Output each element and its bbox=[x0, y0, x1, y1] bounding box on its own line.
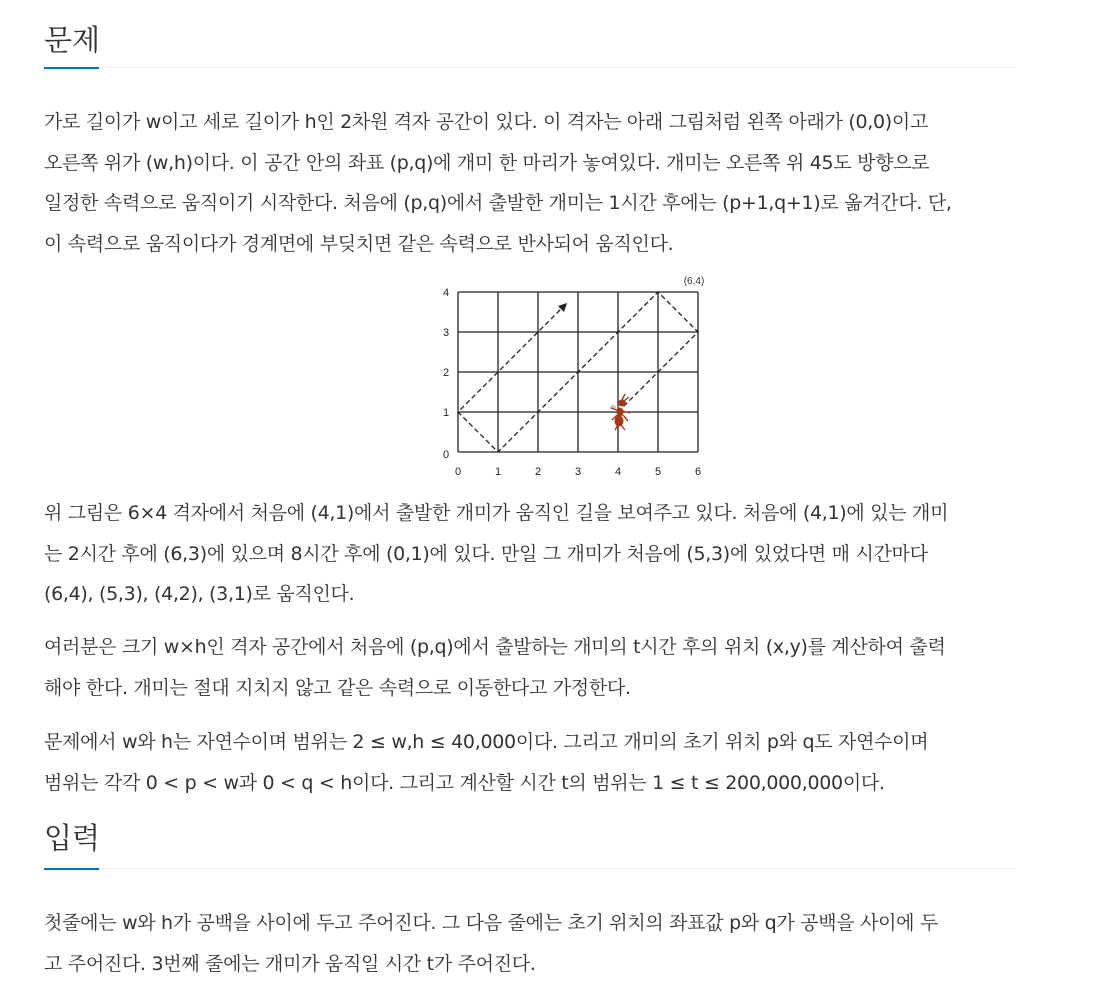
y-tick-label: 0 bbox=[442, 449, 450, 461]
text-line: 는 2시간 후에 (6,3)에 있으며 8시간 후에 (0,1)에 있다. 만일 그 개미가 처음에 (5,3)에 있었다면 매 시간마다 bbox=[44, 542, 928, 565]
input-section-header bbox=[44, 818, 1016, 858]
x-tick-label: 6 bbox=[694, 466, 702, 478]
grid-figure bbox=[394, 276, 705, 483]
text-line: 위 그림은 6×4 격자에서 처음에 (4,1)에서 출발한 개미가 움직인 길을 보여주고 있다. 처음에 (4,1)에 있는 개미 bbox=[44, 502, 949, 524]
input-title-underline bbox=[44, 868, 99, 870]
input-paragraph-1 bbox=[44, 903, 1019, 984]
text-line: 오른쪽 위가 (w,h)이다. 이 공간 안의 좌표 (p,q)에 개미 한 마리가 놓여있다. 개미는 오른쪽 위 45도 방향으로 bbox=[44, 151, 930, 174]
y-tick-label: 3 bbox=[442, 327, 450, 339]
problem-title: 문제 bbox=[44, 23, 101, 57]
x-tick-label: 5 bbox=[654, 466, 662, 478]
y-tick-label: 2 bbox=[442, 367, 450, 379]
input-title: 입력 bbox=[44, 821, 101, 855]
input-divider bbox=[44, 868, 1016, 869]
text-line: 범위는 각각 0 < p < w과 0 < q < h이다. 그리고 계산할 시간 t의 범위는 1 ≤ t ≤ 200,000,000이다. bbox=[44, 771, 885, 794]
text-line: 해야 한다. 개미는 절대 지치지 않고 같은 속력으로 이동한다고 가정한다. bbox=[44, 676, 631, 699]
problem-divider bbox=[44, 67, 1016, 68]
x-tick-label: 3 bbox=[574, 466, 582, 478]
text-line: 일정한 속력으로 움직이기 시작한다. 처음에 (p,q)에서 출발한 개미는 1시간 후에는 (p+1,q+1)로 옮겨간다. 단, bbox=[44, 192, 952, 214]
problem-paragraph-3 bbox=[44, 627, 1019, 708]
problem-section-header bbox=[44, 20, 1016, 60]
ant-path-diagram bbox=[394, 276, 705, 483]
x-tick-label: 0 bbox=[454, 466, 462, 478]
problem-paragraph-1 bbox=[44, 102, 1019, 264]
text-line: 이 속력으로 움직이다가 경계면에 부딪치면 같은 속력으로 반사되어 움직인다. bbox=[44, 232, 674, 255]
x-tick-label: 1 bbox=[494, 466, 502, 478]
text-line: 여러분은 크기 w×h인 격자 공간에서 처음에 (p,q)에서 출발하는 개미의 t시간 후의 위치 (x,y)를 계산하여 출력 bbox=[44, 636, 946, 658]
text-line: 고 주어진다. 3번째 줄에는 개미가 움직일 시간 t가 주어진다. bbox=[44, 952, 536, 975]
y-tick-label: 4 bbox=[442, 287, 450, 299]
problem-title-underline bbox=[44, 67, 99, 69]
problem-paragraph-4 bbox=[44, 722, 1019, 803]
text-line: 첫줄에는 w와 h가 공백을 사이에 두고 주어진다. 그 다음 줄에는 초기 위치의 좌표값 p와 q가 공백을 사이에 두 bbox=[44, 912, 939, 934]
x-tick-label: 2 bbox=[534, 466, 542, 478]
x-tick-label: 4 bbox=[614, 466, 622, 478]
text-line: 가로 길이가 w이고 세로 길이가 h인 2차원 격자 공간이 있다. 이 격자는 아래 그림처럼 왼쪽 아래가 (0,0)이고 bbox=[44, 111, 928, 133]
text-line: 문제에서 w와 h는 자연수이며 범위는 2 ≤ w,h ≤ 40,000이다. 그리고 개미의 초기 위치 p와 q도 자연수이며 bbox=[44, 731, 929, 753]
text-line: (6,4), (5,3), (4,2), (3,1)로 움직인다. bbox=[44, 583, 355, 605]
corner-coordinate-label: (6,4) bbox=[683, 276, 705, 287]
problem-paragraph-2 bbox=[44, 493, 1019, 615]
y-tick-label: 1 bbox=[442, 407, 450, 419]
